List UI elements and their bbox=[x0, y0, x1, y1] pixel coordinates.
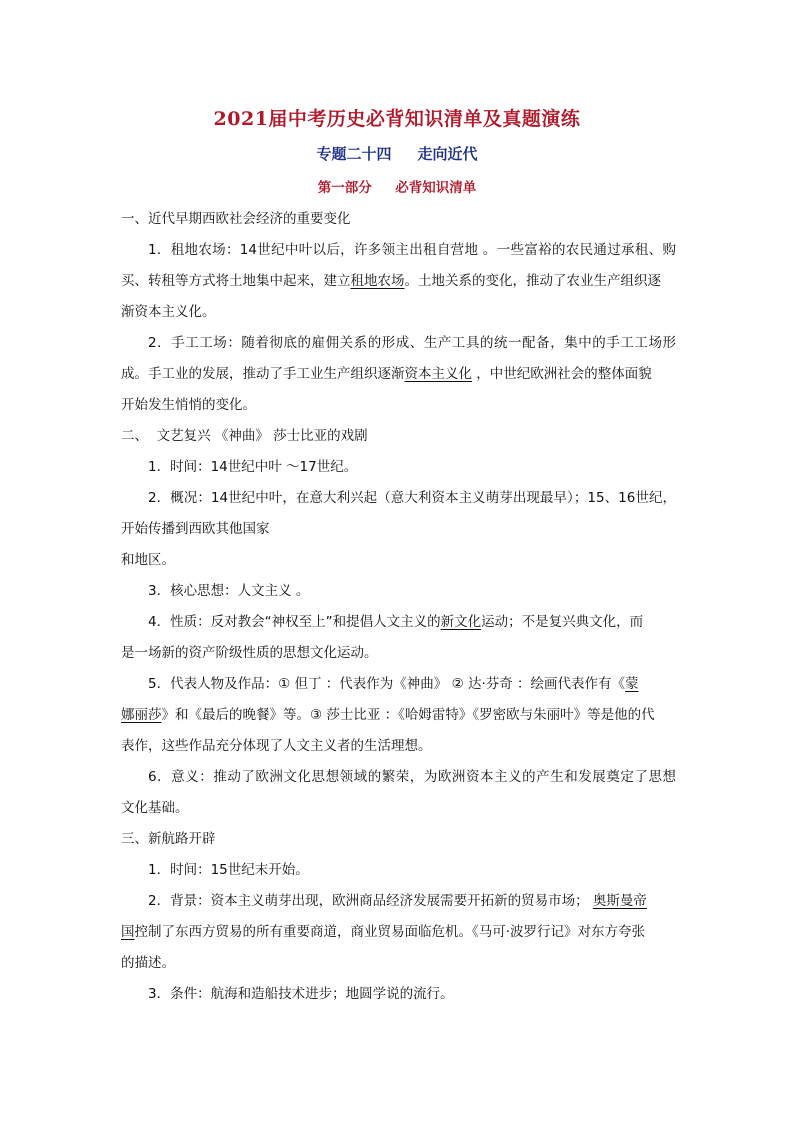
paragraph-line: 的描述。 bbox=[121, 955, 175, 971]
text-run: 运动；不是复兴典文化，而 bbox=[481, 614, 644, 630]
text-run: 》和《最后的晚餐》等。③ 莎士比亚 ：《哈姆雷特》《罗密欧与朱丽叶》等是他的代 bbox=[161, 707, 655, 723]
underlined-term: 新文化 bbox=[440, 614, 482, 630]
underlined-term: 资本主义化 bbox=[404, 366, 472, 382]
section-heading: 第一部分 必背知识清单 bbox=[317, 180, 477, 196]
paragraph-line: 3．条件：航海和造船技术进步；地圆学说的流行。 bbox=[148, 986, 454, 1002]
text-run: 买、转租等方式将土地集中起来，建立 bbox=[121, 273, 351, 289]
paragraph-line bbox=[121, 917, 676, 948]
paragraph-line: 开始发生悄悄的变化。 bbox=[121, 397, 256, 413]
paragraph-line: 1．租地农场：14世纪中叶以后，许多领主出租自营地 。一些富裕的农民通过承租、购 bbox=[148, 242, 676, 258]
document-title: 2021届中考历史必背知识清单及真题演练 bbox=[213, 108, 581, 130]
section-2-heading: 二、 文艺复兴 《神曲》 莎士比亚的戏剧 bbox=[121, 428, 368, 444]
document-body bbox=[121, 204, 676, 1010]
paragraph-line: 开始传播到西欧其他国家 bbox=[121, 521, 270, 537]
text-run: 。土地关系的变化，推动了农业生产组织逐 bbox=[404, 273, 661, 289]
paragraph-line: 和地区。 bbox=[121, 552, 175, 568]
text-run: 2．背景：资本主义萌芽出现，欧洲商品经济发展需要开拓新的贸易市场； bbox=[148, 893, 593, 909]
paragraph-line: 6．意义：推动了欧洲文化思想领域的繁荣，为欧洲资本主义的产生和发展奠定了思想 bbox=[148, 769, 676, 785]
underlined-term: 国 bbox=[121, 924, 135, 940]
text-run: 控制了东西方贸易的所有重要商道，商业贸易面临危机。《马可·波罗行记》对东方夸张 bbox=[134, 924, 646, 940]
paragraph-line bbox=[121, 266, 676, 297]
paragraph-line: 是一场新的资产阶级性质的思想文化运动。 bbox=[121, 645, 378, 661]
text-run: 4．性质：反对教会“神权至上”和提倡人文主义的 bbox=[148, 614, 441, 630]
paragraph-line: 1．时间：14世纪中叶 ～17世纪。 bbox=[148, 459, 358, 475]
paragraph-line bbox=[121, 359, 676, 390]
text-run: 5．代表人物及作品：① 但丁 ：代表作为《神曲》 ② 达·芬奇 ：绘画代表作有《 bbox=[148, 676, 626, 692]
text-run: ，中世纪欧洲社会的整体面貌 bbox=[472, 366, 652, 382]
paragraph-line: 2．手工工场：随着彻底的雇佣关系的形成、生产工具的统一配备，集中的手工工场形 bbox=[148, 335, 676, 351]
paragraph-line bbox=[121, 607, 676, 638]
section-1-heading: 一、近代早期西欧社会经济的重要变化 bbox=[121, 211, 351, 227]
section-3-heading: 三、新航路开辟 bbox=[121, 831, 216, 847]
paragraph-line: 1．时间：15世纪末开始。 bbox=[148, 862, 309, 878]
paragraph-line: 渐资本主义化。 bbox=[121, 304, 216, 320]
underlined-term: 蒙 bbox=[625, 676, 639, 692]
underlined-term: 租地农场 bbox=[350, 273, 405, 289]
paragraph-line: 2．概况：14世纪中叶，在意大利兴起（意大利资本主义萌芽出现最早）；15、16世纪， bbox=[148, 490, 676, 506]
paragraph-line bbox=[121, 669, 676, 700]
paragraph-line bbox=[121, 700, 676, 731]
underlined-term: 奥斯曼帝 bbox=[592, 893, 647, 909]
text-run: 成。手工业的发展，推动了手工业生产组织逐渐 bbox=[121, 366, 405, 382]
paragraph-line: 文化基础。 bbox=[121, 800, 189, 816]
underlined-term: 娜丽莎 bbox=[121, 707, 162, 723]
paragraph-line bbox=[121, 886, 676, 917]
paragraph-line: 表作，这些作品充分体现了人文主义者的生活理想。 bbox=[121, 738, 432, 754]
topic-subtitle: 专题二十四 走向近代 bbox=[316, 145, 478, 163]
paragraph-line: 3．核心思想：人文主义 。 bbox=[148, 583, 310, 599]
